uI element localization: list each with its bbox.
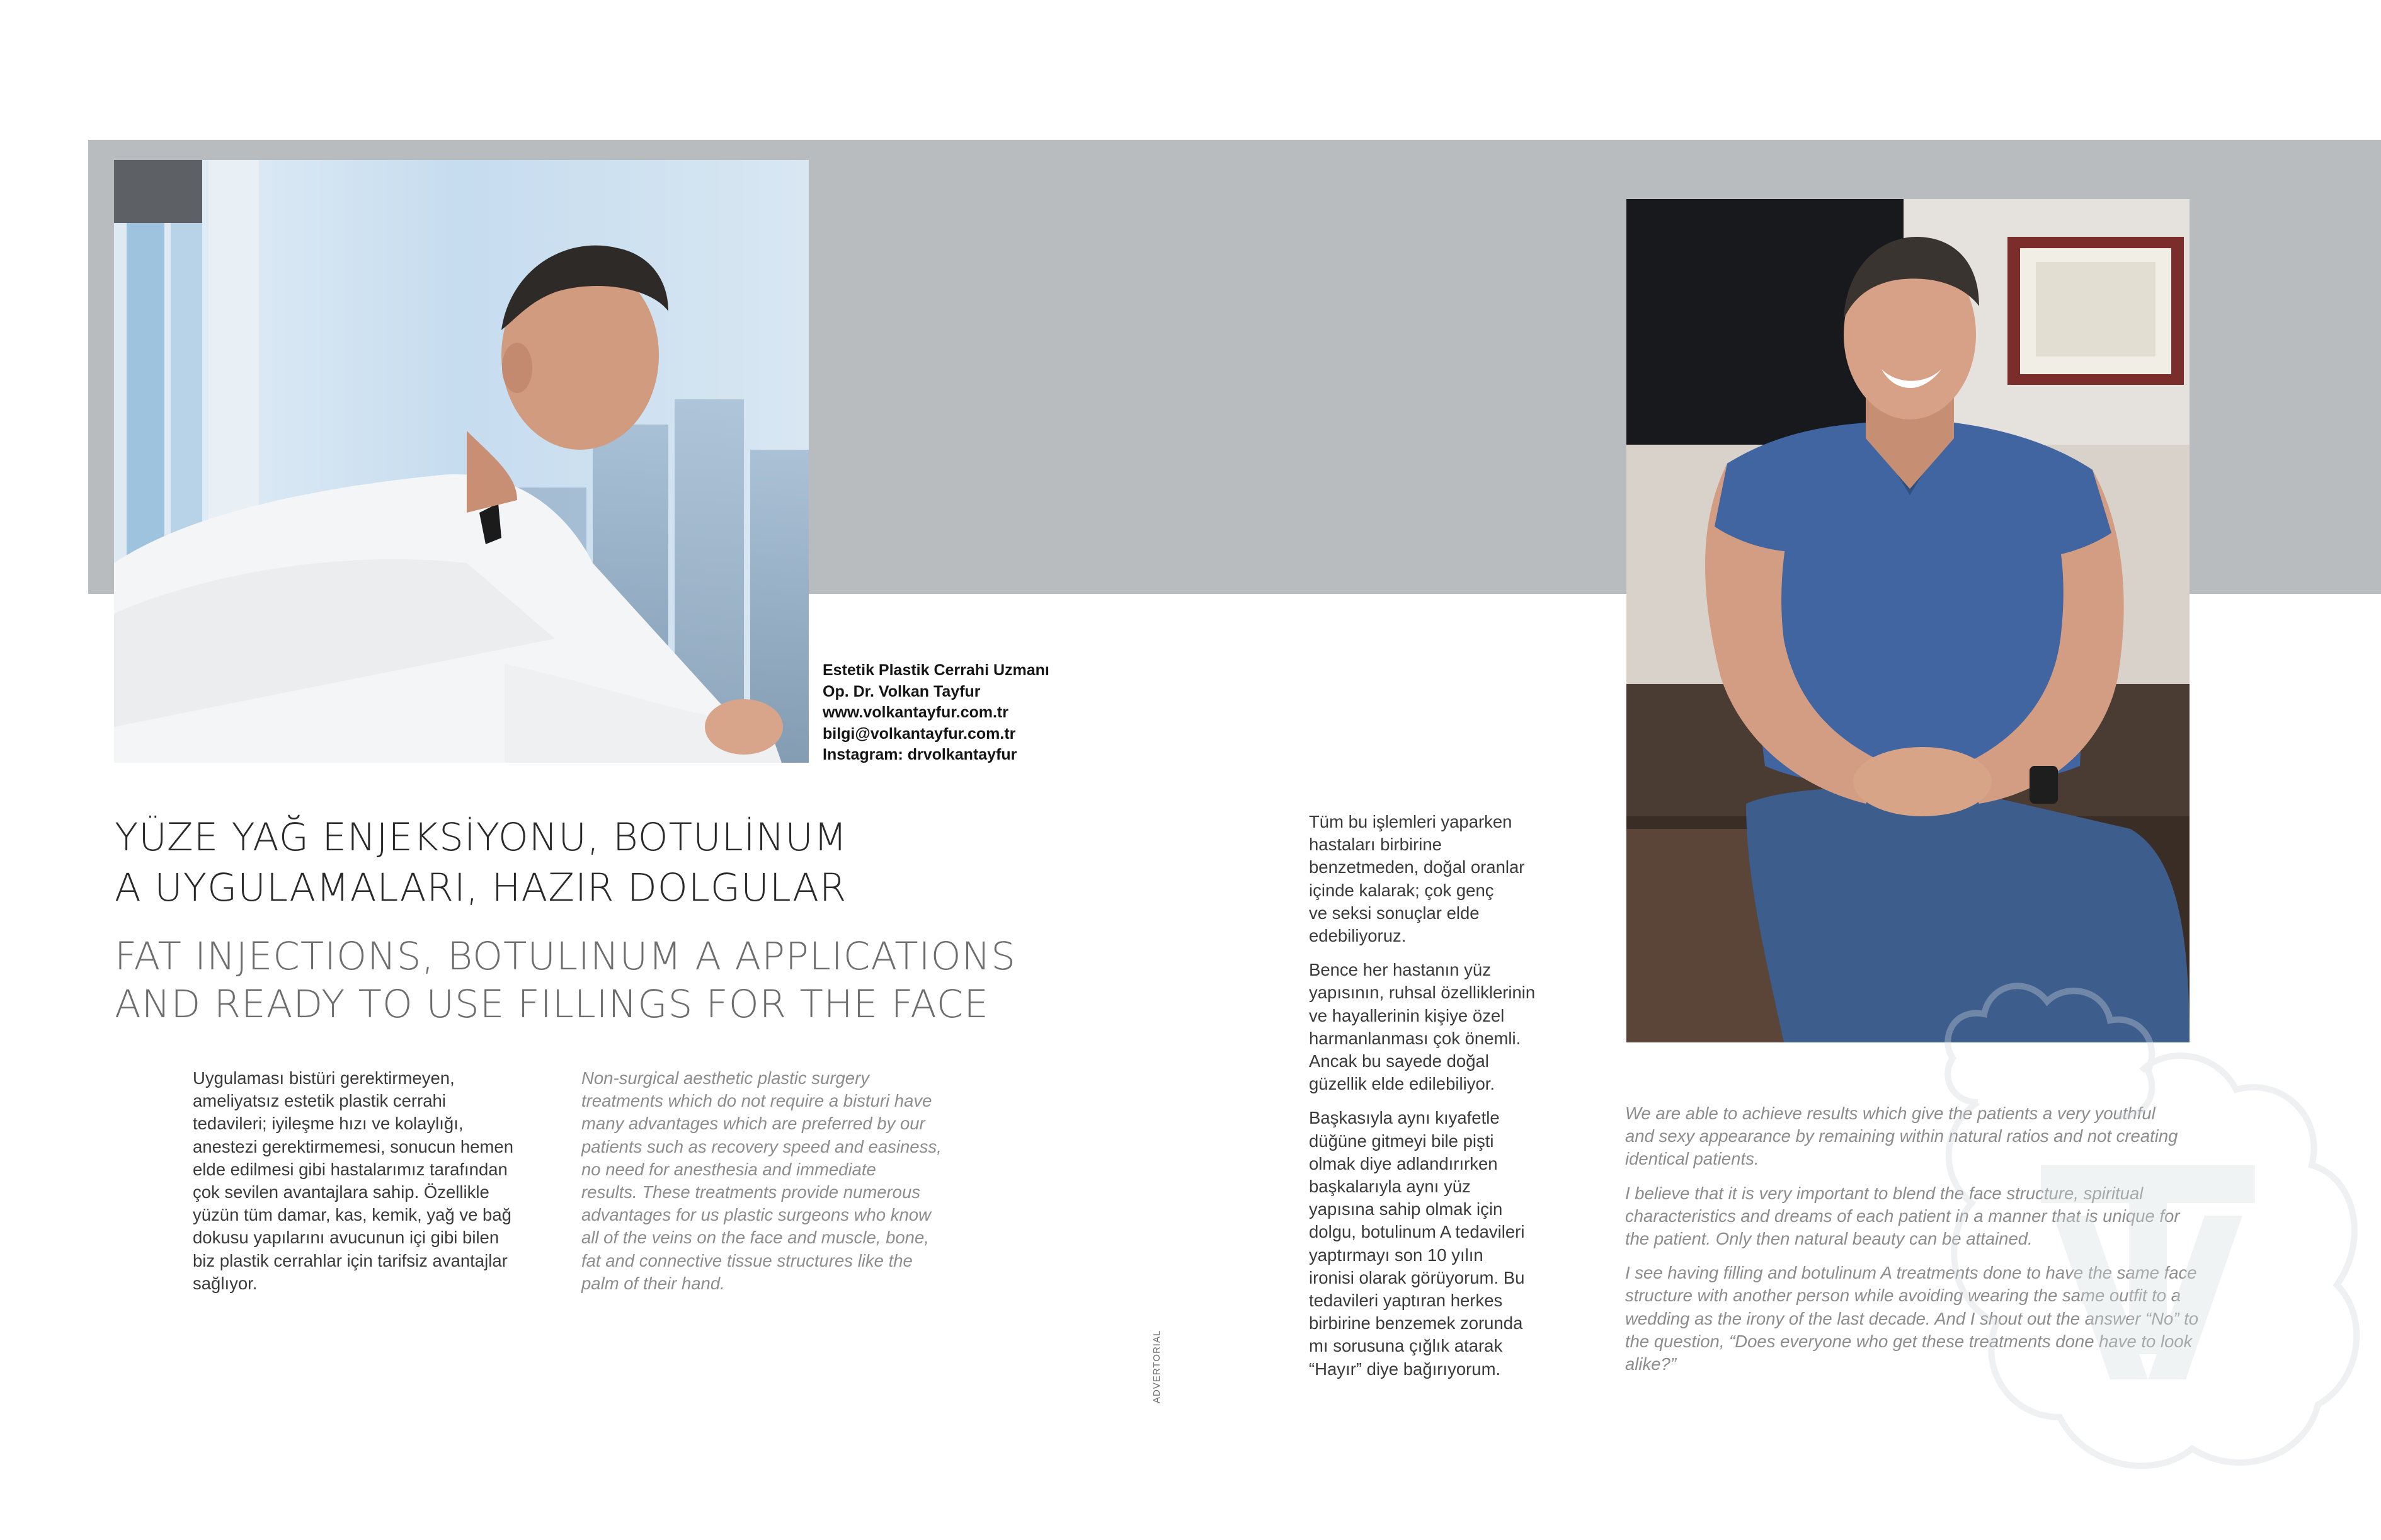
text-line: mı sorusuna çığlık atarak xyxy=(1309,1336,1503,1356)
text-line: the patient. Only then natural beauty can be attained. xyxy=(1625,1229,2033,1249)
text-line: characteristics and dreams of each patient in a manner that is unique for xyxy=(1625,1206,2180,1226)
text-line: ve hayallerinin kişiye özel xyxy=(1309,1005,1505,1025)
body-column-english-intro xyxy=(581,1067,942,1295)
paragraph xyxy=(1309,959,1535,1095)
text-line: palm of their hand. xyxy=(581,1273,725,1293)
body-column-turkish-continued xyxy=(1309,811,1535,1381)
text-line: çok sevilen avantajlara sahip. Özellikle xyxy=(193,1182,489,1202)
title-turkish-line: A UYGULAMALARI, HAZIR DOLGULAR xyxy=(115,865,847,910)
photo-surgeon-white-shirt xyxy=(114,160,809,763)
title-english-line: FAT INJECTIONS, BOTULINUM A APPLICATIONS xyxy=(115,934,1016,979)
text-line: yapısının, ruhsal özelliklerinin xyxy=(1309,983,1536,1003)
text-line: olmak diye adlandırırken xyxy=(1309,1153,1498,1173)
text-line: Başkasıyla aynı kıyafetle xyxy=(1309,1108,1500,1128)
text-line: Uygulaması bistüri gerektirmeyen, xyxy=(193,1068,455,1088)
text-line: fat and connective tissue structures like the xyxy=(581,1250,913,1270)
title-turkish xyxy=(115,813,934,913)
text-line: tedavileri yaptıran herkes xyxy=(1309,1291,1503,1311)
title-turkish-line: YÜZE YAĞ ENJEKSİYONU, BOTULİNUM xyxy=(115,815,848,860)
contact-email: bilgi@volkantayfur.com.tr xyxy=(823,724,1016,743)
text-line: treatments which do not require a bisturi have xyxy=(581,1091,932,1111)
paragraph xyxy=(1309,811,1535,947)
text-line: düğüne gitmeyi bile pişti xyxy=(1309,1131,1494,1151)
text-line: yapısına sahip olmak için xyxy=(1309,1199,1503,1219)
title-english xyxy=(115,933,1016,1029)
text-line: many advantages which are preferred by our xyxy=(581,1114,925,1134)
text-line: harmanlanması çok önemli. xyxy=(1309,1028,1521,1048)
text-line: edebiliyoruz. xyxy=(1309,926,1407,946)
paragraph xyxy=(1309,1107,1535,1380)
text-line: başkalarıyla aynı yüz xyxy=(1309,1177,1471,1197)
text-line: no need for anesthesia and immediate xyxy=(581,1159,876,1179)
text-line: Ancak bu sayede doğal xyxy=(1309,1051,1489,1071)
text-line: We are able to achieve results which give the patients a very youthful xyxy=(1625,1104,2155,1123)
contact-instagram: Instagram: drvolkantayfur xyxy=(823,746,1017,763)
text-line: birbirine benzemek zorunda xyxy=(1309,1313,1523,1333)
text-line: anestezi gerektirmemesi, sonucun hemen xyxy=(193,1136,514,1156)
title-english-line: AND READY TO USE FILLINGS FOR THE FACE xyxy=(115,982,989,1027)
text-line: wedding as the irony of the last decade. And I shout out the answer “No” to xyxy=(1625,1308,2199,1328)
text-line: tedavileri; iyileşme hızı ve kolaylığı, xyxy=(193,1114,464,1134)
body-column-turkish-intro xyxy=(193,1067,513,1295)
text-line: all of the veins on the face and muscle, bone, xyxy=(581,1228,929,1248)
text-line: Tüm bu işlemleri yaparken xyxy=(1309,812,1512,831)
text-line: the question, “Does everyone who get these treatments done have to look xyxy=(1625,1331,2193,1351)
text-line: results. These treatments provide numerous xyxy=(581,1182,921,1202)
contact-website: www.volkantayfur.com.tr xyxy=(823,704,1008,721)
text-line: yüzün tüm damar, kas, kemik, yağ ve bağ xyxy=(193,1205,511,1225)
text-line: structure with another person while avoiding wearing the same outfit to a xyxy=(1625,1286,2181,1306)
text-line: identical patients. xyxy=(1625,1149,1759,1169)
text-line: sağlıyor. xyxy=(193,1273,258,1293)
text-line: and sexy appearance by remaining within natural ratios and not creating xyxy=(1625,1126,2178,1146)
contact-block xyxy=(823,660,1100,766)
text-line: Non-surgical aesthetic plastic surgery xyxy=(581,1068,869,1088)
text-line: elde edilmesi gibi hastalarımız tarafından xyxy=(193,1159,508,1179)
text-line: Bence her hastanın yüz xyxy=(1309,960,1491,980)
text-line: advantages for us plastic surgeons who know xyxy=(581,1205,931,1225)
contact-doctor-name: Op. Dr. Volkan Tayfur xyxy=(823,682,981,700)
text-line: benzetmeden, doğal oranlar xyxy=(1309,857,1525,877)
text-line: ve seksi sonuçlar elde xyxy=(1309,903,1480,923)
text-line: ironisi olarak görüyorum. Bu xyxy=(1309,1267,1525,1287)
text-line: hastaları birbirine xyxy=(1309,835,1442,855)
text-line: I see having filling and botulinum A treatments done to have the same face xyxy=(1625,1263,2197,1283)
text-line: dokusu yapılarını avucunun içi gibi bilen xyxy=(193,1228,500,1248)
contact-specialty: Estetik Plastik Cerrahi Uzmanı xyxy=(823,661,1049,679)
text-line: biz plastik cerrahlar için tarifsiz avantajlar xyxy=(193,1250,508,1270)
brand-watermark-icon xyxy=(1902,913,2368,1537)
text-line: dolgu, botulinum A tedavileri xyxy=(1309,1222,1525,1242)
text-line: patients such as recovery speed and easiness, xyxy=(581,1136,942,1156)
text-line: alike?” xyxy=(1625,1354,1677,1374)
text-line: yaptırmayı son 10 yılın xyxy=(1309,1245,1483,1265)
text-line: içinde kalarak; çok genç xyxy=(1309,880,1494,900)
text-line: güzellik elde edilebiliyor. xyxy=(1309,1074,1495,1094)
text-line: “Hayır” diye bağırıyorum. xyxy=(1309,1359,1501,1379)
advertorial-label: ADVERTORIAL xyxy=(1151,1330,1162,1403)
text-line: I believe that it is very important to blend the face structure, spiritual xyxy=(1625,1183,2144,1203)
text-line: ameliyatsız estetik plastik cerrahi xyxy=(193,1091,446,1111)
